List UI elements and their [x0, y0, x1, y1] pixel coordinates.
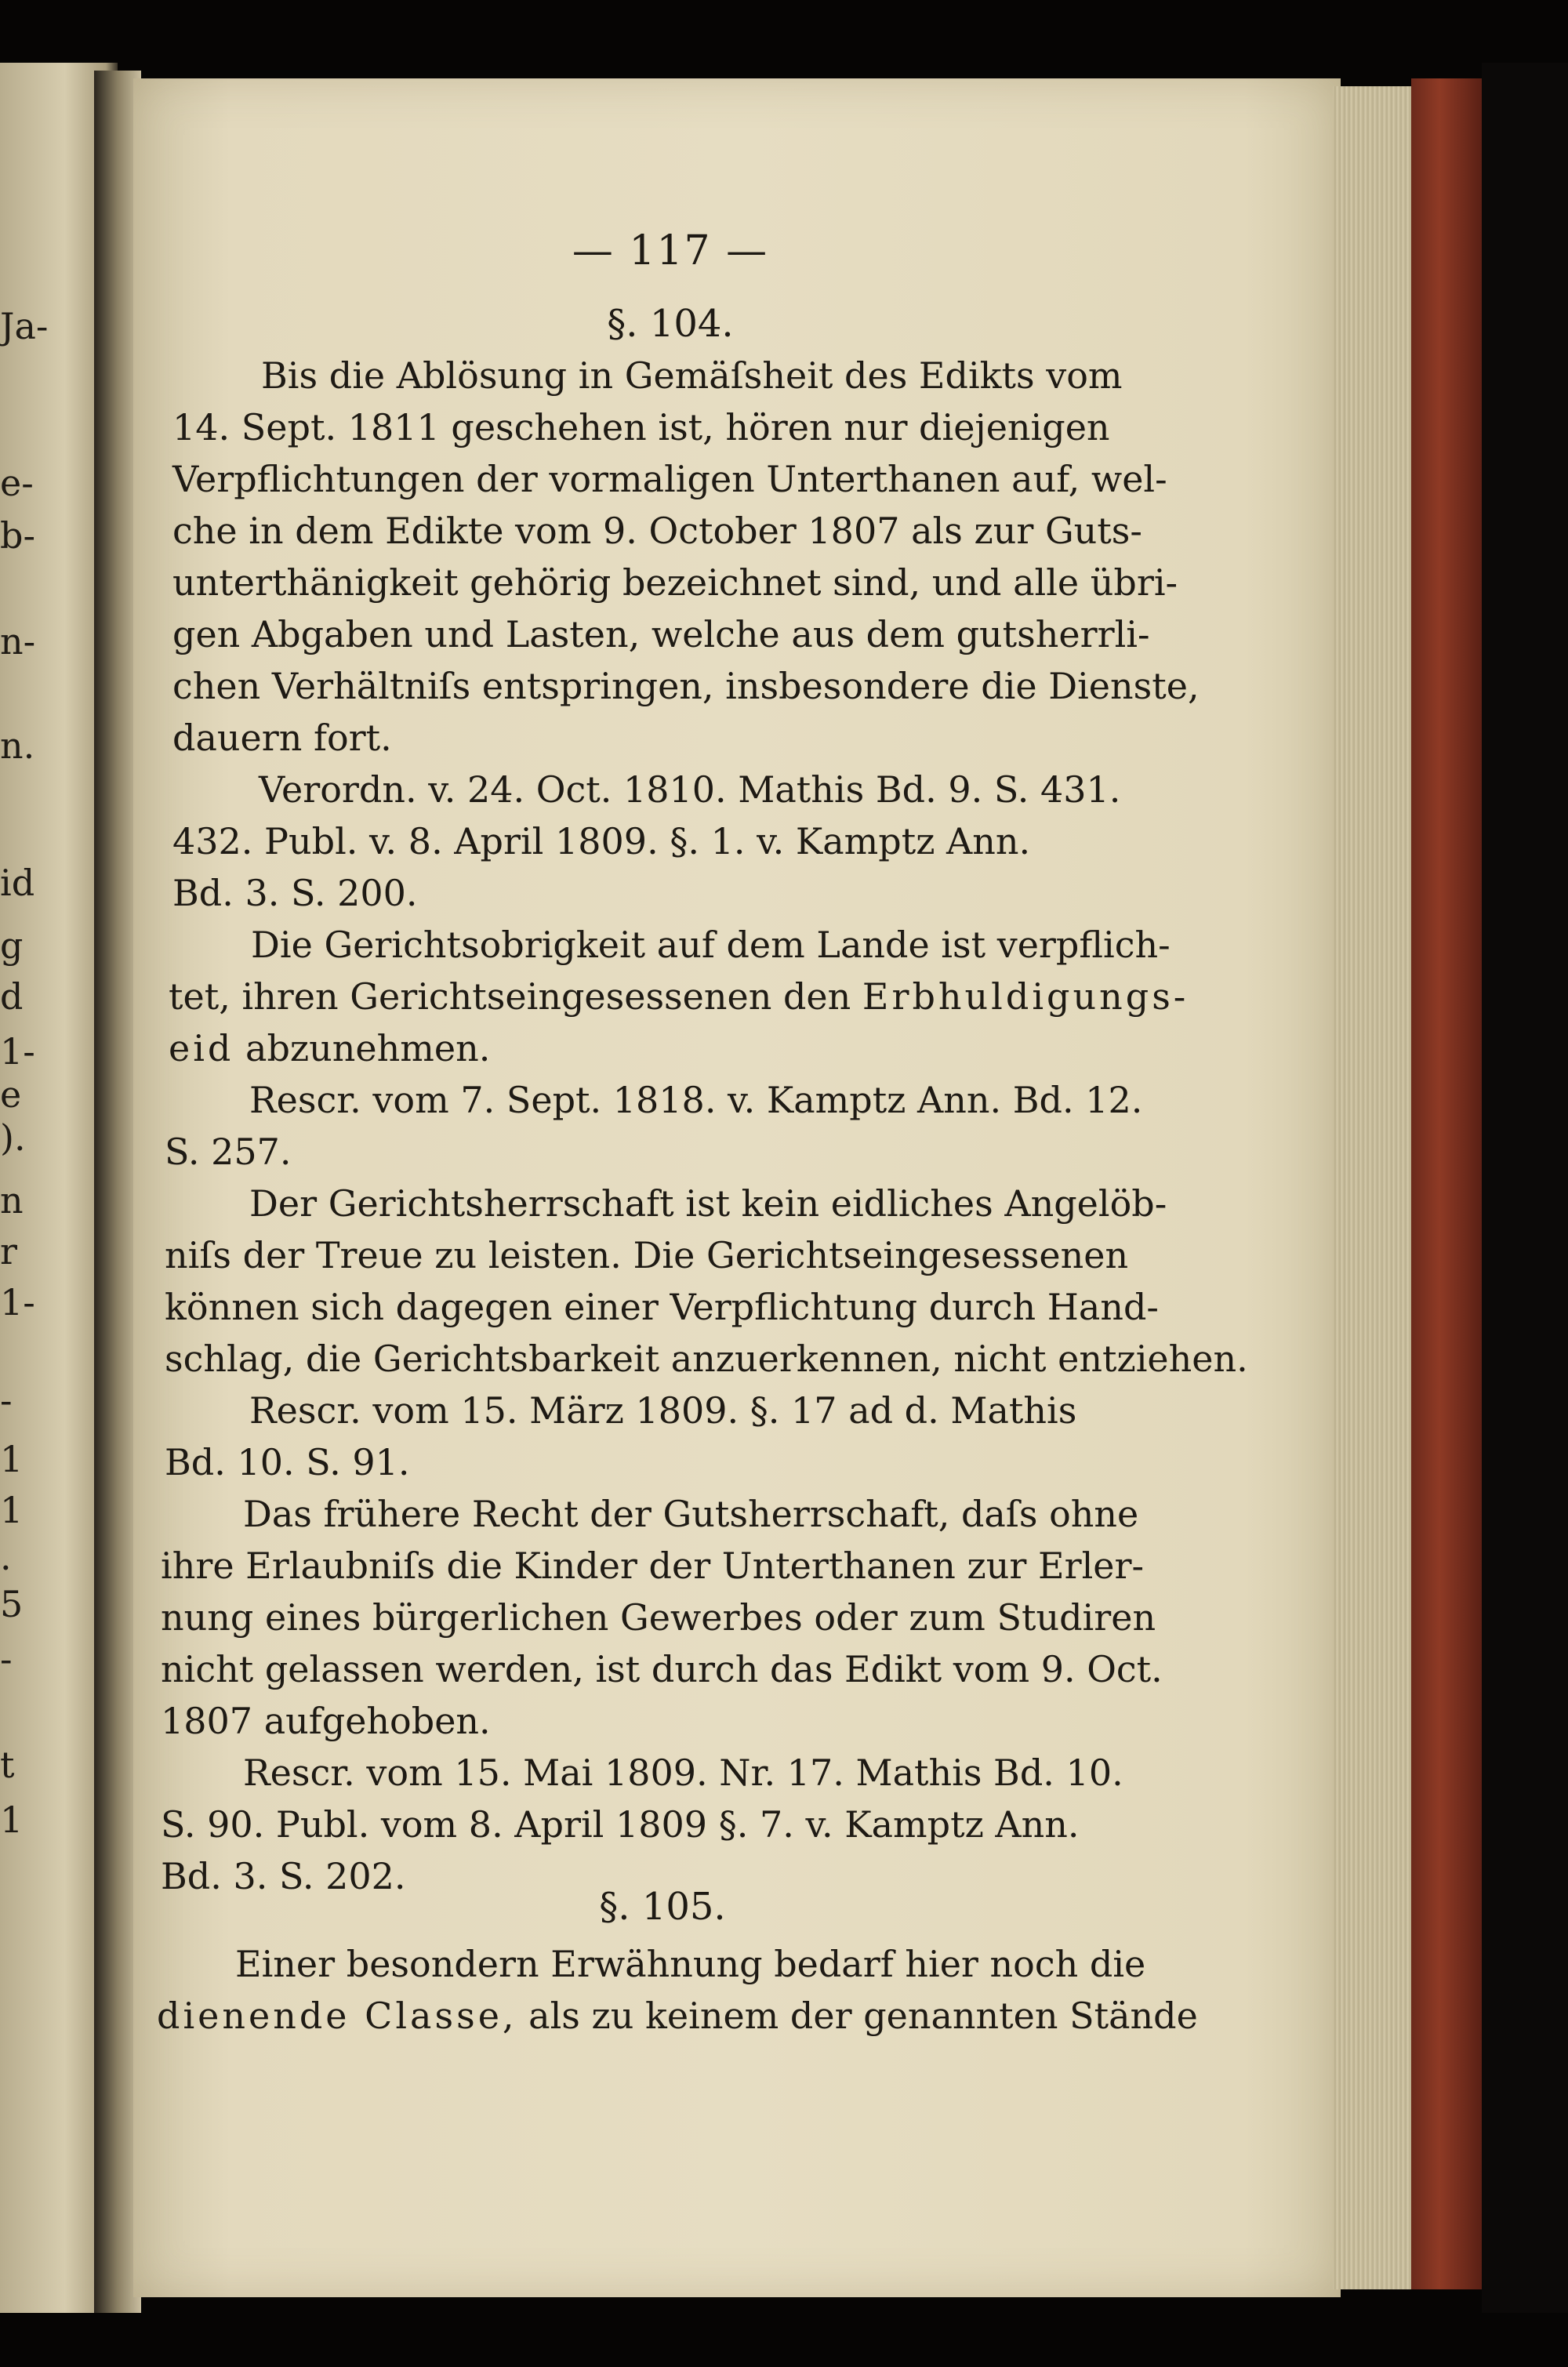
- citation-line: Bd. 10. S. 91.: [165, 1441, 410, 1483]
- body-line: Der Gerichtsherrschaft ist kein eidliches Angelöb-: [249, 1182, 1167, 1225]
- body-line: nicht gelassen werden, ist durch das Edikt vom 9. Oct.: [161, 1648, 1163, 1690]
- body-line: [169, 1027, 490, 1069]
- body-line: niſs der Treue zu leisten. Die Gerichtseingesessenen: [165, 1234, 1129, 1276]
- facing-page-fragment: b-: [0, 514, 35, 557]
- body-line: [169, 975, 1189, 1018]
- citation-line: S. 257.: [165, 1131, 292, 1173]
- facing-page-fragment: 5: [0, 1583, 24, 1625]
- facing-page-fragment: 1: [0, 1489, 24, 1531]
- body-line: Einer besondern Erwähnung bedarf hier noch die: [235, 1943, 1146, 1985]
- facing-page-fragment: 1-: [0, 1281, 35, 1323]
- section-heading: §. 104.: [607, 302, 734, 346]
- emphasized-term: dienende Classe,: [157, 1995, 517, 2037]
- facing-page-fragment: id: [0, 862, 35, 904]
- facing-page-fragment: Ja-: [0, 305, 49, 347]
- body-text: tet, ihren Gerichtseingesessenen den: [169, 975, 851, 1018]
- facing-page-fragment: 1: [0, 1438, 24, 1480]
- body-line: nung eines bürgerlichen Gewerbes oder zum Studiren: [161, 1596, 1156, 1639]
- citation-line: Bd. 3. S. 200.: [172, 872, 418, 914]
- body-line: 14. Sept. 1811 geschehen ist, hören nur diejenigen: [172, 406, 1110, 448]
- facing-page-fragment: t: [0, 1744, 15, 1786]
- facing-page-fragment: -: [0, 1638, 13, 1680]
- body-line: Verpflichtungen der vormaligen Unterthanen auf, wel-: [172, 458, 1167, 500]
- body-line: chen Verhältniſs entspringen, insbesondere die Dienste,: [172, 665, 1200, 707]
- body-line: Die Gerichtsobrigkeit auf dem Lande ist verpflich-: [251, 924, 1171, 966]
- facing-page-fragment: n-: [0, 620, 36, 663]
- body-line: können sich dagegen einer Verpflichtung durch Hand-: [165, 1286, 1159, 1328]
- facing-page-fragment: r: [0, 1230, 17, 1272]
- body-line: Das frühere Recht der Gutsherrschaft, daſs ohne: [243, 1493, 1139, 1535]
- emphasized-term: Erbhuldigungs-: [862, 975, 1189, 1018]
- citation-line: Rescr. vom 7. Sept. 1818. v. Kamptz Ann. Bd. 12.: [249, 1079, 1143, 1121]
- body-line: 1807 aufgehoben.: [161, 1700, 491, 1742]
- body-line: Bis die Ablösung in Gemäſsheit des Edikts vom: [261, 354, 1123, 397]
- body-line: schlag, die Gerichtsbarkeit anzuerkennen, nicht entziehen.: [165, 1338, 1248, 1380]
- body-line: dauern fort.: [172, 717, 392, 759]
- page-number: — 117 —: [572, 227, 769, 274]
- facing-page-fragment: e: [0, 1073, 22, 1116]
- facing-page-fragment: d: [0, 975, 24, 1018]
- facing-page-fragment: e-: [0, 462, 34, 504]
- facing-page-fragment: .: [0, 1536, 12, 1578]
- body-line: che in dem Edikte vom 9. October 1807 als zur Guts-: [172, 510, 1142, 552]
- page-block-edge: [1333, 86, 1419, 2289]
- body-text: als zu keinem der genannten Stände: [528, 1995, 1198, 2037]
- body-line: [157, 1995, 1198, 2037]
- body-line: gen Abgaben und Lasten, welche aus dem gutsherrli-: [172, 613, 1150, 655]
- emphasized-term: eid: [169, 1027, 234, 1069]
- citation-line: 432. Publ. v. 8. April 1809. §. 1. v. Kamptz Ann.: [172, 820, 1031, 862]
- citation-line: Rescr. vom 15. Mai 1809. Nr. 17. Mathis Bd. 10.: [243, 1752, 1123, 1794]
- citation-line: Verordn. v. 24. Oct. 1810. Mathis Bd. 9. S. 431.: [259, 768, 1121, 811]
- citation-line: Rescr. vom 15. März 1809. §. 17 ad d. Mathis: [249, 1389, 1077, 1432]
- facing-page-fragment: n.: [0, 724, 35, 767]
- facing-page-fragment: g: [0, 924, 24, 967]
- body-line: unterthänigkeit gehörig bezeichnet sind, und alle übri-: [172, 561, 1178, 604]
- facing-page-fragment: 1: [0, 1799, 24, 1841]
- citation-line: S. 90. Publ. vom 8. April 1809 §. 7. v. Kamptz Ann.: [161, 1803, 1080, 1846]
- section-heading: §. 105.: [599, 1885, 726, 1929]
- facing-page-fragment: ).: [0, 1116, 26, 1159]
- body-text: abzunehmen.: [245, 1027, 491, 1069]
- scan-margin-right: [1482, 63, 1568, 2313]
- book-cover-edge: [1411, 78, 1482, 2289]
- body-line: ihre Erlaubniſs die Kinder der Unterthanen zur Erler-: [161, 1545, 1145, 1587]
- citation-line: Bd. 3. S. 202.: [161, 1855, 406, 1897]
- facing-page-fragment: n: [0, 1179, 24, 1222]
- facing-page-fragment: 1-: [0, 1030, 35, 1073]
- facing-page-fragment: -: [0, 1379, 13, 1421]
